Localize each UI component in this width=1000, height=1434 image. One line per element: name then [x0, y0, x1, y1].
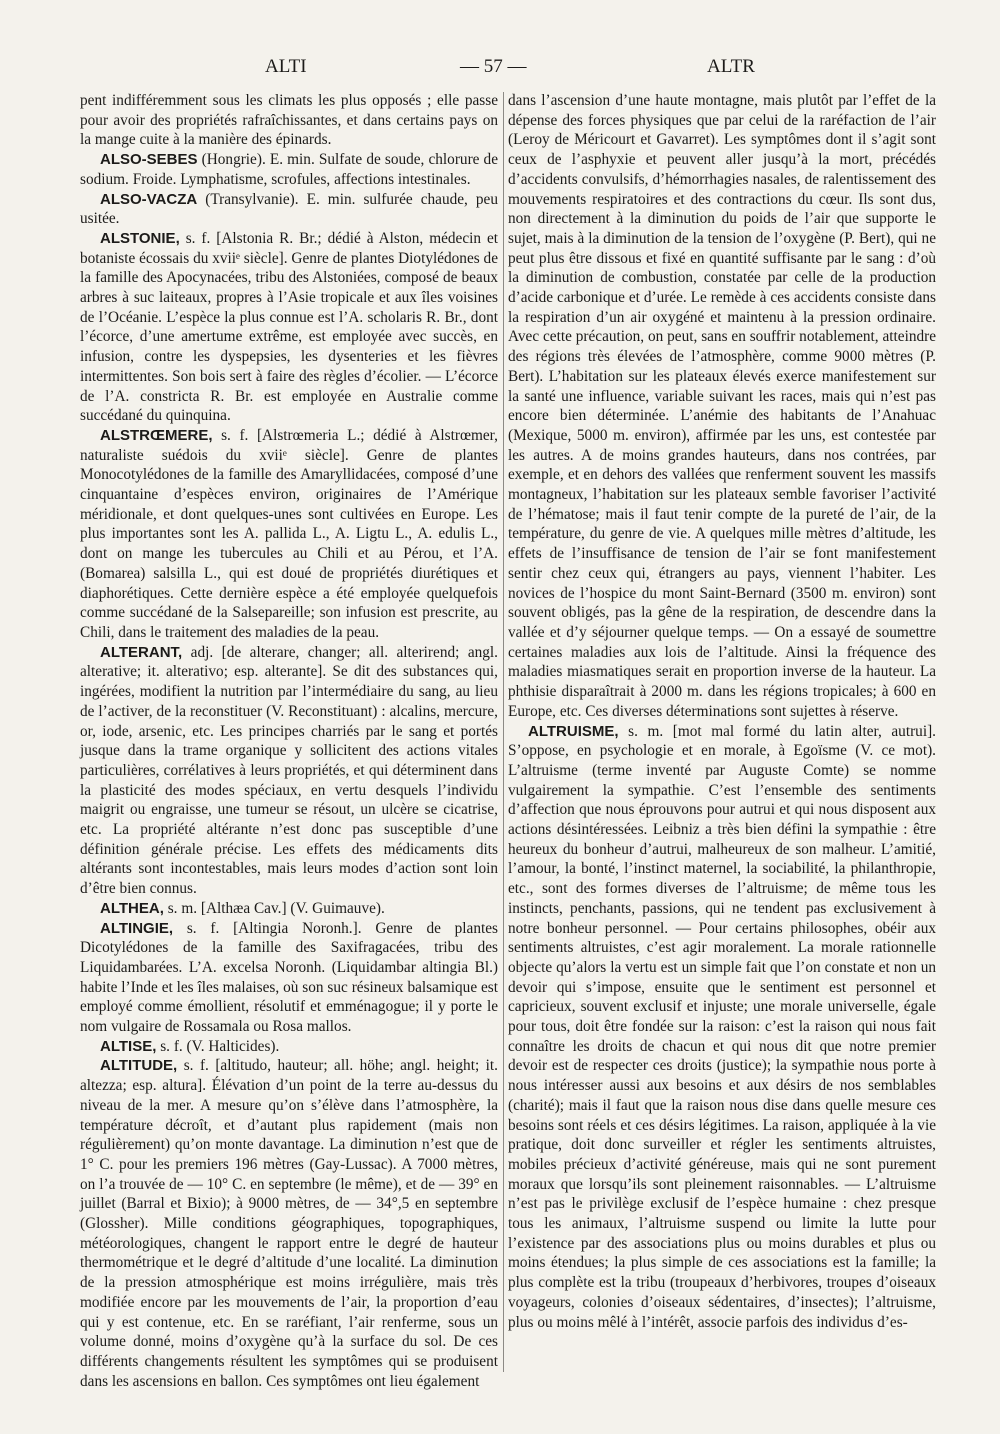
entry-body: (Transylvanie). E. min. sulfurée chaude, peu usitée.: [80, 190, 498, 228]
dictionary-entry: [80, 150, 498, 189]
entry-continuation: pent indifféremment sous les climats les plus opposés ; elle passe pour avoir des propriétés rafraîchissantes, et dans certains pays on la mange cuite à la manière des épinards.: [80, 92, 498, 149]
header-right-guideword: ALTR: [707, 56, 755, 77]
page-number: — 57 —: [460, 56, 527, 77]
entry-body: (Hongrie). E. min. Sulfate de soude, chlorure de sodium. Froide. Lymphatisme, scrofules, affections intestinales.: [80, 151, 498, 188]
entry-body: s. m. [Althæa Cav.] (V. Guimauve).: [163, 899, 385, 917]
entry-headword: ALTINGIE,: [100, 919, 174, 937]
entry-headword: ALTITUDE,: [100, 1057, 178, 1075]
entry-headword: ALTERANT,: [100, 643, 183, 661]
left-column: [80, 91, 498, 1391]
dictionary-entry: [508, 722, 936, 1333]
entry-body: s. f. [Alstonia R. Br.; dédié à Alston, médecin et botaniste écossais du xviiᵉ siècle]. Genre de plantes Diotylédones de la famille des Apocynacées, tribu des Alstoniées, composé de beaux arbres à suc laiteaux, propres à l’Asie tropicale et aux îles voisines de l’Océanie. L’espèce la plus connue est l’A. scholaris R. Br., dont l’écorce, d’une amertume extrême, est employée avec succès, en infusion, contre les dyspepsies, les dysenteries et les fièvres intermittentes. Son bois sert à faire des règles d’écolier. — L’écorce de l’A. constricta R. Br. est employée en Australie comme succédané du quinquina.: [80, 229, 498, 425]
entry-body: adj. [de alterare, changer; all. alterirend; angl. alterative; it. alterativo; esp. alterante]. Se dit des substances qui, ingérées, modifient la nutrition par l’intermédiaire du sang, au lieu de l’activer, de la reconstituer (V. Reconstituant) : alcalins, mercure, or, iode, arsenic, etc. Les principes charriés par le sang et portés jusque dans la trame organique y sollicitent des actions vitales particulières, corrélatives à leurs propriétés, et qui déterminent dans la plasticité des modes spéciaux, en vertu desquels l’individu maigrit ou engraisse, une tumeur se résout, un ulcère se cicatrise, etc. La propriété altérante n’est donc pas susceptible d’une définition générale précise. Les effets des médicaments dits altérants sont incontestables, mais leurs modes d’action sont loin d’être bien connus.: [80, 643, 498, 898]
entry-headword: ALSTONIE,: [100, 229, 180, 247]
header-left-guideword: ALTI: [265, 56, 307, 77]
dictionary-entry: [80, 190, 498, 229]
entry-body: s. f. [Altingia Noronh.]. Genre de plantes Dicotylédones de la famille des Saxifragacées, tribu des Liquidambarées. L’A. excelsa Noronh. (Liquidambar altingia Bl.) habite l’Inde et les îles malaises, où son suc résineux balsamique est employé comme émollient, résolutif et emménagogue; il y porte le nom vulgaire de Rossamala ou Rosa mallos.: [80, 919, 498, 1036]
running-header: [80, 56, 940, 86]
dictionary-entry: [80, 426, 498, 643]
entry-body: s. f. (V. Halticides).: [156, 1037, 280, 1055]
entry-headword: ALSTRŒMERE,: [100, 426, 213, 444]
entry-body: s. f. [Alstrœmeria L.; dédié à Alstrœmer, naturaliste suédois du xviiᵉ siècle]. Genre de plantes Monocotylédones de la famille des Amaryllidacées, composé d’une cinquantaine d’espèces environ, originaires de l’Amérique méridionale, et dont quelques-unes sont cultivées en Europe. Les plus importantes sont les A. pallida L., A. Ligtu L., A. edulis L., dont on mange les tubercules au Chili et au Pérou, et l’A. (Bomarea) salsilla L., qui est doué de propriétés diurétiques et diaphorétiques. Cette dernière espèce a été employée quelquefois comme succédané de la Salsepareille; son infusion est prescrite, au Chili, dans le traitement des maladies de la peau.: [80, 426, 498, 641]
dictionary-entry: [80, 899, 498, 919]
right-column: [508, 91, 936, 1332]
entry-headword: ALTISE,: [100, 1037, 157, 1055]
column-divider: [503, 92, 504, 1372]
dictionary-entry: [80, 643, 498, 899]
dictionary-entry: [80, 1056, 498, 1391]
entry-headword: ALSO-VACZA: [100, 190, 198, 208]
dictionary-entry: [80, 229, 498, 426]
entry-headword: ALSO-SEBES: [100, 151, 198, 169]
entry-headword: ALTRUISME,: [528, 722, 619, 740]
entry-continuation: dans l’ascension d’une haute montagne, mais plutôt par l’effet de la dépense des forces physiques que par celui de la raréfaction de l’air (Leroy de Méricourt et Gavarret). Les symptômes dont il s’agit sont ceux de l’asphyxie et peuvent aller jusqu’à la mort, précédés d’accidents convulsifs, d’hémorrhagies nasales, de ralentissement des mouvements respiratoires et des contractions du cœur. Ils sont dus, non directement à la diminution du poids de l’air que supporte le sujet, mais à la diminution de la tension de l’oxygène (P. Bert), qui ne peut plus être dissous et fixé en quantité suffisante par le sang : d’où la diminution de combustion, constatée par celle de la production d’acide carbonique et d’urée. Le remède à ces accidents consiste dans la respiration d’un air oxygéné et maintenu à la pression ordinaire. Avec cette précaution, on peut, sans en souffrir notablement, atteindre des régions très élevées de l’atmosphère, comme 9000 mètres (P. Bert). L’habitation sur les plateaux élevés exerce manifestement sur la santé une influence, variable suivant les races, mais qui n’est pas encore bien déterminée. L’anémie des habitants de l’Anahuac (Mexique, 5000 m. environ), affirmée par les uns, est contestée par les autres. A de moins grandes hauteurs, dans nos contrées, par exemple, et en dehors des vallées que renferment souvent les massifs montagneux, l’habitation sur les plateaux semble favoriser l’activité de l’hématose; mais il faut tenir compte de la pureté de l’air, de la température, du genre de vie. A quelques mille mètres d’altitude, les effets de l’insuffisance de tension de l’air se font manifestement sentir chez ceux qui, étrangers au pays, viennent l’habiter. Les novices de l’hospice du mont Saint-Bernard (3500 m. environ) sont souvent obligés, pas la gêne de la respiration, de descendre dans la vallée et d’y séjourner quelque temps. — On a essayé de soumettre certaines maladies aux lois de l’altitude. Ainsi la fréquence des maladies miasmatiques serait en proportion inverse de la hauteur. La phthisie disparaîtrait à 2000 m. dans les régions tropicales; à 600 en Europe, etc. Ces diverses déterminations sont sujettes à réserve.: [508, 92, 936, 720]
entry-headword: ALTHEA,: [100, 899, 164, 917]
entry-body: s. m. [mot mal formé du latin alter, autrui]. S’oppose, en psychologie et en morale, à Egoïsme (V. ce mot). L’altruisme (terme inventé par Auguste Comte) se nomme vulgairement la sympathie. C’est l’ensemble des sentiments d’affection que nous éprouvons pour autrui et qui nous disposent aux actions désintéressées. Leibniz a très bien défini la sympathie : être heureux du bonheur d’autrui, malheureux de son malheur. L’amitié, l’amour, la bonté, l’instinct maternel, la sociabilité, la philanthropie, etc., sont des formes diverses de l’altruisme; de même tous les instincts, penchants, passions, qui ne tendent pas exclusivement à notre bonheur personnel. — Pour certains philosophes, obéir aux sentiments altruistes, c’est agir moralement. La morale rationnelle objecte qu’alors la vertu est un simple fait que l’on constate et non un devoir qui s’impose, ensuite que le sentiment est personnel et capricieux, souvent exclusif et injuste; une morale universelle, égale pour tous, doit être fondée sur la raison: c’est la raison qui nous fait connaître les droits de chacun et qui nous dit que notre premier devoir est de respecter ces droits (justice); la sympathie nous porte à nous intéresser aussi aux besoins et aux désirs de nos semblables (charité); mais il faut que la raison nous dise dans quelle mesure ces besoins sont réels et ces désirs légitimes. La raison, appliquée à la vie pratique, doit donc surveiller et régler les sentiments altruistes, mobiles précieux d’activité généreuse, mais qui ne sont purement moraux que lorsqu’ils sont pleinement raisonnables. — L’altruisme n’est pas le privilège exclusif de l’espèce humaine : chez presque tous les animaux, l’altruisme suspend ou limite la lutte pour l’existence par des associations plus ou moins durables et plus ou moins étendues; la plus simple de ces associations est la famille; la plus complète est la tribu (troupeaux d’herbivores, troupes d’oiseaux voyageurs, colonies d’oiseaux sédentaires, d’insectes); l’altruisme, plus ou moins mêlé à l’intérêt, associe parfois des individus d’es-: [508, 722, 936, 1331]
dictionary-entry: [80, 1037, 498, 1057]
entry-body: s. f. [altitudo, hauteur; all. höhe; angl. height; it. altezza; esp. altura]. Élévation d’un point de la terre au-dessus du niveau de la mer. A mesure qu’on s’élève dans l’atmosphère, la température décroît, et d’autant plus rapidement (mais non régulièrement) qu’on monte davantage. La diminution n’est que de 1° C. pour les premiers 196 mètres (Gay-Lussac). A 7000 mètres, on l’a trouvée de — 10° C. en septembre (le même), et de — 39° en juillet (Barral et Bixio); à 9000 mètres, de — 34°,5 en septembre (Glossher). Mille conditions géographiques, topographiques, météorologiques, changent le rapport entre le degré de hauteur thermométrique et le degré d’altitude d’une localité. La diminution de la pression atmosphérique est moins irrégulière, mais très modifiée encore par les mouvements de l’air, la proportion d’eau qui y est contenue, etc. En se raréfiant, l’air renferme, sous un volume donné, moins d’oxygène qu’à la surface du sol. De ces différents changements résultent les symptômes qui se produisent dans les ascensions en ballon. Ces symptômes ont lieu également: [80, 1057, 498, 1390]
dictionary-entry: [80, 919, 498, 1037]
